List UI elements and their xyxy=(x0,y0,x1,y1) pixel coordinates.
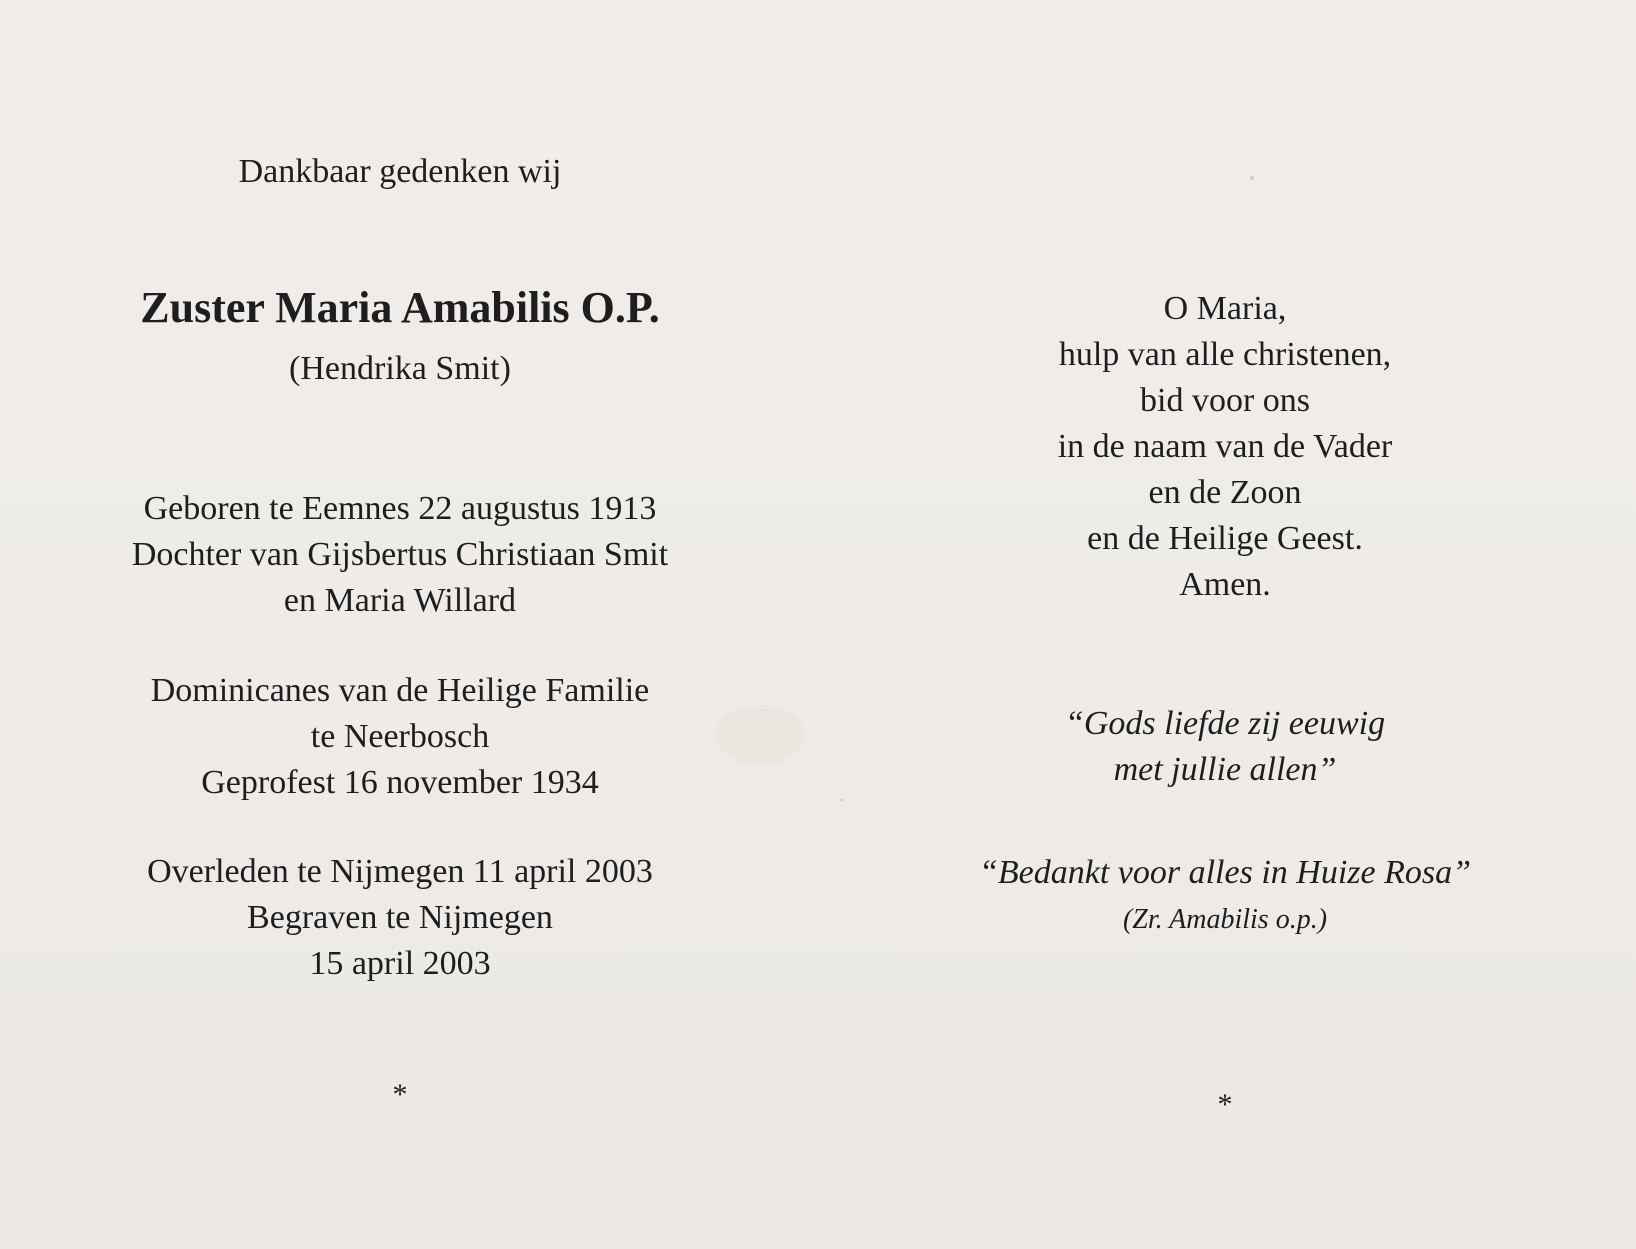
death-details xyxy=(40,849,760,987)
quote-gods-liefde xyxy=(830,701,1620,793)
quote-line: met jullie allen” xyxy=(1113,751,1337,788)
prayer-line: bid voor ons xyxy=(1140,382,1310,419)
parents-line: Dochter van Gijsbertus Christiaan Smit xyxy=(131,536,669,573)
burial-date: 15 april 2003 xyxy=(309,945,491,982)
prayer-line: Amen. xyxy=(1179,566,1271,603)
parents-line: en Maria Willard xyxy=(283,582,517,619)
prayer-line: en de Zoon xyxy=(1148,474,1302,511)
prayer-line: en de Heilige Geest. xyxy=(1087,520,1363,557)
prayer-line: in de naam van de Vader xyxy=(1057,428,1393,465)
profession-line: Geprofest 16 november 1934 xyxy=(201,764,599,801)
quote-line: “Gods liefde zij eeuwig xyxy=(1064,705,1386,742)
separator-asterisk: * xyxy=(1217,1088,1233,1121)
prayer-line: O Maria, xyxy=(1163,290,1287,327)
birth-line: Geboren te Eemnes 22 augustus 1913 xyxy=(143,490,657,527)
order-line: te Neerbosch xyxy=(310,718,490,755)
paper-speck xyxy=(841,799,844,802)
prayer-line: hulp van alle christenen, xyxy=(1058,336,1392,373)
quote-huize-rosa: “Bedankt voor alles in Huize Rosa” xyxy=(978,854,1472,891)
deceased-name: Zuster Maria Amabilis O.P. xyxy=(140,283,660,332)
separator-asterisk: * xyxy=(392,1078,408,1111)
order-details xyxy=(40,668,760,806)
intro-text: Dankbaar gedenken wij xyxy=(238,153,562,190)
birth-details xyxy=(40,486,760,624)
prayer xyxy=(830,286,1620,608)
death-line: Overleden te Nijmegen 11 april 2003 xyxy=(147,853,653,890)
paper-speck xyxy=(1250,176,1254,180)
order-line: Dominicanes van de Heilige Familie xyxy=(150,672,650,709)
burial-line: Begraven te Nijmegen xyxy=(247,899,553,936)
maiden-name: (Hendrika Smit) xyxy=(289,350,511,387)
quote-attribution: (Zr. Amabilis o.p.) xyxy=(1122,904,1328,935)
